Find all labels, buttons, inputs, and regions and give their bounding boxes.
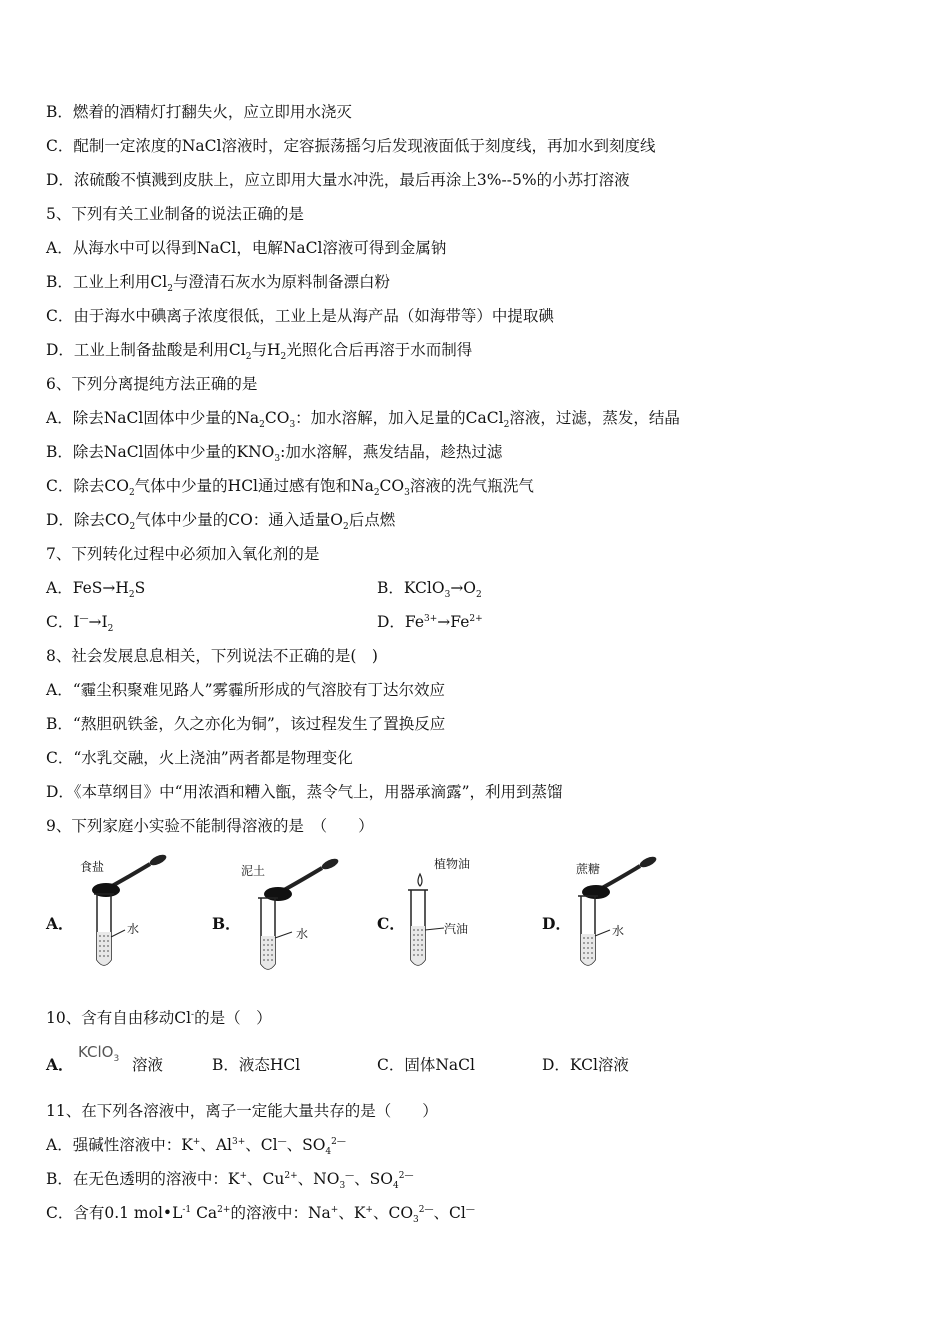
q5-stem: 5、下列有关工业制备的说法正确的是 (46, 205, 304, 223)
q9-option-b-apparatus-icon (252, 856, 342, 976)
q10-stem: 10、含有自由移动Cl-的是（ ） (46, 1009, 272, 1027)
q10-option-a-formula: KClO$_3$ (78, 1043, 120, 1064)
q11-option-c: C．含有0.1 $mol•L^{-1}$ $Ca^{2+}$的溶液中：Na+、K+、$CO_3^{2—}$、Cl— (46, 1204, 475, 1226)
q5-option-a: A．从海水中可以得到NaCl，电解NaCl溶液可得到金属钠 (46, 239, 447, 257)
q9-option-d-letter: D． (542, 914, 571, 933)
q8-option-b: B．“熬胆矾铁釜，久之亦化为铜”，该过程发生了置换反应 (46, 715, 446, 733)
q8-option-d: D．《本草纲目》中“用浓酒和糟入甑，蒸令气上，用器承滴露”，利用到蒸馏 (46, 783, 563, 801)
q6-option-d: D．除去$CO_2$气体中少量的CO：通入适量$O_2$后点燃 (46, 511, 396, 533)
q7-option-d: D．$Fe^{3+}\to Fe^{2+}$ (377, 613, 483, 631)
q9-option-b-letter: B． (212, 914, 241, 933)
q7-option-a: A．$FeS\to H_2S$ (46, 579, 146, 601)
q5-option-d: D．工业上制备盐酸是利用$Cl_2$与$H_2$光照化合后再溶于水而制得 (46, 341, 473, 363)
q6-option-c: C．除去$CO_2$气体中少量的HCl通过感有饱和$Na_2CO_3$溶液的洗气瓶洗气 (46, 477, 534, 499)
q4-option-d: D．浓硫酸不慎溅到皮肤上，应立即用大量水冲洗，最后再涂上3%--5%的小苏打溶液 (46, 171, 630, 189)
q7-option-c: C．$I^—\to I_2$ (46, 613, 114, 635)
q10-option-b: B．液态HCl (212, 1056, 301, 1074)
q9-option-c-letter: C． (377, 914, 405, 933)
q9-option-a-solute-label: 食盐 (80, 860, 105, 874)
q4-option-c: C．配制一定浓度的NaCl溶液时，定容振荡摇匀后发现液面低于刻度线，再加水到刻度线 (46, 137, 656, 155)
q9-option-d-solute-label: 蔗糖 (576, 862, 601, 876)
q10-option-c: C．固体NaCl (377, 1056, 475, 1074)
q7-option-b: B．$KClO_3\to O_2$ (377, 579, 482, 601)
q9-stem: 9、下列家庭小实验不能制得溶液的是 （ ） (46, 817, 374, 835)
q4-option-b: B．燃着的酒精灯打翻失火，应立即用水浇灭 (46, 103, 352, 121)
q10-option-d: D．KCl溶液 (542, 1056, 629, 1074)
q11-option-b: B．在无色透明的溶液中：K+、$Cu^{2+}$、$NO_3^—$、$SO_4^{2—}$ (46, 1170, 414, 1192)
q8-option-a: A．“霾尘积聚难见路人”雾霾所形成的气溶胶有丁达尔效应 (46, 681, 446, 699)
q11-stem: 11、在下列各溶液中，离子一定能大量共存的是（ ） (46, 1102, 438, 1120)
q9-option-d-apparatus-icon (570, 852, 660, 972)
q6-option-b: B．除去NaCl固体中少量的$KNO_3$:加水溶解，燕发结晶，趁热过滤 (46, 443, 503, 465)
q5-option-b: B．工业上利用$Cl_2$与澄清石灰水为原料制备漂白粉 (46, 273, 390, 295)
q8-stem: 8、社会发展息息相关，下列说法不正确的是( ) (46, 647, 378, 665)
q9-option-a-letter: A． (46, 914, 74, 933)
q6-stem: 6、下列分离提纯方法正确的是 (46, 375, 258, 393)
q6-option-a: A．除去NaCl固体中少量的$Na_2CO_3$：加水溶解，加入足量的CaCl$_2$溶液，过滤，蒸发，结晶 (46, 409, 680, 431)
q9-option-b-liquid-label: 水 (296, 927, 309, 941)
q11-option-a: A．强碱性溶液中：K+、$Al^{3+}$、Cl—、$SO_4^{2—}$ (46, 1136, 346, 1158)
q8-option-c: C．“水乳交融，火上浇油”两者都是物理变化 (46, 749, 353, 767)
q9-option-d-liquid-label: 水 (612, 924, 625, 938)
q9-option-b-solute-label: 泥土 (241, 864, 266, 878)
q10-option-a-text: 溶液 (132, 1056, 164, 1074)
q9-option-a-liquid-label: 水 (127, 922, 140, 936)
q7-stem: 7、下列转化过程中必须加入氧化剂的是 (46, 545, 320, 563)
q9-option-c-liquid-label: 汽油 (444, 922, 469, 936)
q9-option-c-apparatus-icon (400, 868, 460, 978)
q9-option-a-apparatus-icon (80, 852, 170, 972)
q9-option-c-solute-label: 植物油 (434, 857, 471, 871)
q10-option-a-letter: A． (46, 1055, 74, 1074)
q5-option-c: C．由于海水中碘离子浓度很低，工业上是从海产品（如海带等）中提取碘 (46, 307, 554, 325)
